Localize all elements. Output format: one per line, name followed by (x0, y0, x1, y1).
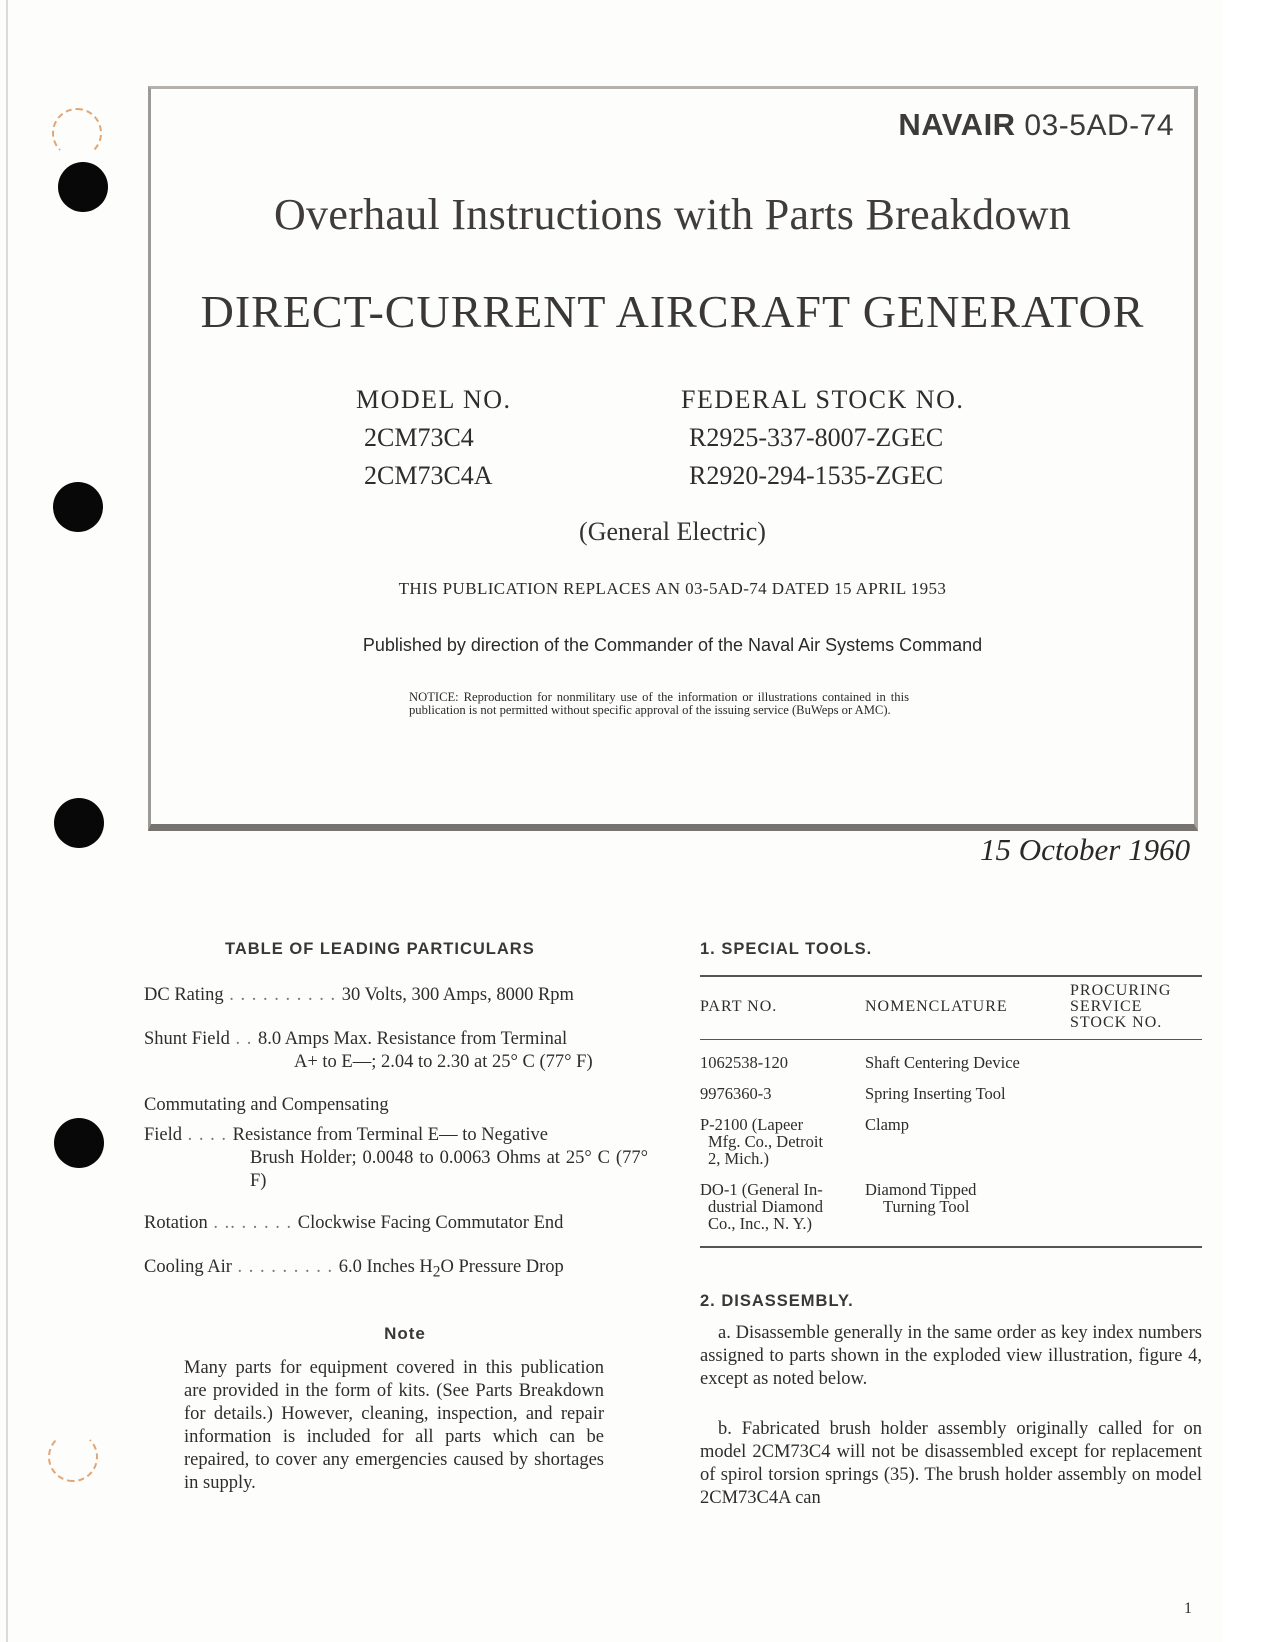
leader-dots: . . . . . . . . . . (223, 985, 342, 1005)
rust-stain (48, 1432, 98, 1482)
binder-hole-2 (53, 482, 103, 532)
manufacturer: (General Electric) (579, 517, 766, 546)
part-no-cell (700, 1054, 865, 1071)
model-number: 2CM73C4A (364, 461, 493, 490)
model-number: 2CM73C4 (364, 423, 474, 452)
part-no: 9976360-3 (700, 1084, 772, 1103)
table-row (700, 1085, 1202, 1102)
disassembly-heading: 2. DISASSEMBLY. (700, 1292, 854, 1310)
stock-number: R2925-337-8007-ZGEC (689, 423, 944, 452)
nomenclature-cell (865, 1181, 1070, 1232)
binder-hole-3 (54, 798, 104, 848)
particular-commutating (144, 1094, 648, 1117)
disassembly-paragraph-a: a. Disassemble generally in the same order as key index numbers assigned to parts shown in the exploded view illustration, figure 4, except as noted below. (700, 1323, 1202, 1389)
publication-date: 15 October 1960 (980, 832, 1191, 867)
header-line: SERVICE (1070, 998, 1143, 1015)
special-tools-heading: 1. SPECIAL TOOLS. (700, 940, 873, 958)
leader-dots: . . (229, 1029, 258, 1049)
particular-value: 30 Volts, 300 Amps, 8000 Rpm (341, 985, 574, 1005)
main-title: Overhaul Instructions with Parts Breakdown (273, 190, 1072, 239)
part-no: P-2100 (Lapeer (700, 1115, 804, 1134)
subscript: 2 (432, 1263, 441, 1281)
doc-number: 03-5AD-74 (1024, 109, 1174, 142)
page-number: 1 (1184, 1600, 1192, 1617)
particular-label: Field (144, 1125, 183, 1145)
scan-margin (1222, 0, 1278, 1642)
particular-shunt-field (144, 1028, 648, 1074)
stock-number: R2920-294-1535-ZGEC (689, 461, 944, 490)
particular-field (144, 1124, 648, 1193)
note-text: Many parts for equipment covered in this publication are provided in the form of kits. (See Parts Breakdown for details.) However, cleaning, inspection, and repair information is included for all parts which can be repaired, to cover any emergencies caused by shortages in supply. (184, 1358, 604, 1493)
leader-dots: . .. . . . . . (207, 1213, 298, 1233)
table-row (700, 1116, 1202, 1167)
nomenclature-cell (865, 1116, 1070, 1167)
part-no: 1062538-120 (700, 1053, 788, 1072)
particular-cooling-air (144, 1256, 648, 1284)
particular-value: O Pressure Drop (440, 1257, 564, 1277)
particular-label: Cooling Air (144, 1257, 232, 1277)
document-number (898, 107, 1174, 143)
table-row (700, 1054, 1202, 1071)
leader-dots: . . . . (182, 1125, 233, 1145)
reproduction-notice: NOTICE: Reproduction for nonmilitary use of the information or illustrations contained in this publication is not permitted without specific approval of the issuing service (BuWeps or AMC). (409, 690, 909, 717)
model-number-column (356, 381, 512, 495)
nomenclature: Shaft Centering Device (865, 1053, 1020, 1072)
part-no-line: dustrial Diamond (708, 1197, 824, 1216)
part-no-line: Co., Inc., N. Y.) (708, 1214, 813, 1233)
particular-value: Resistance from Terminal E— to Negative (232, 1125, 548, 1145)
part-no-cell (700, 1085, 865, 1102)
particular-label: Commutating and Compensating (144, 1095, 389, 1115)
stock-header: FEDERAL STOCK NO. (681, 385, 965, 414)
model-header: MODEL NO. (356, 385, 512, 414)
disassembly-paragraph-b: b. Fabricated brush holder assembly originally called for on model 2CM73C4 will not be disassembled except for replacement of spirol torsion springs (35). The brush holder assembly on model 2CM73C4A can (700, 1419, 1202, 1508)
table-header (700, 977, 1202, 1040)
particular-label: DC Rating (144, 985, 224, 1005)
binder-hole-4 (54, 1118, 104, 1168)
nomenclature: Spring Inserting Tool (865, 1084, 1006, 1103)
column-header-nomenclature: NOMENCLATURE (865, 998, 1008, 1015)
particular-label: Shunt Field (144, 1029, 230, 1049)
nomenclature: Clamp (865, 1115, 909, 1134)
title-block (148, 86, 1198, 831)
particular-rotation (144, 1212, 648, 1235)
nomenclature: Diamond Tipped (865, 1180, 977, 1199)
header-line: PROCURING (1070, 982, 1172, 999)
page-edge (6, 0, 8, 1642)
column-header-stock-no (1070, 983, 1202, 1031)
part-no-line: 2, Mich.) (708, 1149, 769, 1168)
stock-no-cell (1070, 1181, 1202, 1232)
table-row (700, 1181, 1202, 1232)
particular-value: Clockwise Facing Commutator End (297, 1213, 564, 1233)
header-line: STOCK NO. (1070, 1014, 1163, 1031)
nomenclature-cell (865, 1085, 1070, 1102)
equipment-title: DIRECT-CURRENT AIRCRAFT GENERATOR (200, 286, 1145, 337)
doc-prefix: NAVAIR (898, 107, 1016, 142)
published-by: Published by direction of the Commander of the Naval Air Systems Command (362, 635, 983, 655)
particular-dc-rating (144, 984, 648, 1007)
stock-no-cell (1070, 1054, 1202, 1071)
particular-value-continued: A+ to E—; 2.04 to 2.30 at 25° C (77° F) (294, 1052, 593, 1072)
particular-value: 8.0 Amps Max. Resistance from Terminal (257, 1029, 568, 1049)
nomenclature-line: Turning Tool (883, 1197, 970, 1216)
part-no-line: Mfg. Co., Detroit (708, 1132, 824, 1151)
supersedes-notice: THIS PUBLICATION REPLACES AN 03-5AD-74 DATED 15 APRIL 1953 (398, 579, 947, 598)
nomenclature-cell (865, 1054, 1070, 1071)
stock-no-cell (1070, 1085, 1202, 1102)
note-heading: Note (384, 1324, 426, 1343)
special-tools-table (700, 975, 1202, 1248)
leading-particulars-heading: TABLE OF LEADING PARTICULARS (225, 940, 535, 958)
binder-hole-1 (58, 162, 108, 212)
stock-number-column (681, 381, 964, 495)
stock-no-cell (1070, 1116, 1202, 1167)
leader-dots: . . . . . . . . . (231, 1257, 339, 1277)
part-no-cell (700, 1181, 865, 1232)
part-no-cell (700, 1116, 865, 1167)
particular-label: Rotation (144, 1213, 208, 1233)
column-header-part-no: PART NO. (700, 998, 778, 1015)
particular-value-continued: Brush Holder; 0.0048 to 0.0063 Ohms at 25° C (77° F) (250, 1148, 648, 1191)
rust-stain (52, 108, 102, 158)
particular-value: 6.0 Inches H (338, 1257, 433, 1277)
part-no: DO-1 (General In- (700, 1180, 823, 1199)
